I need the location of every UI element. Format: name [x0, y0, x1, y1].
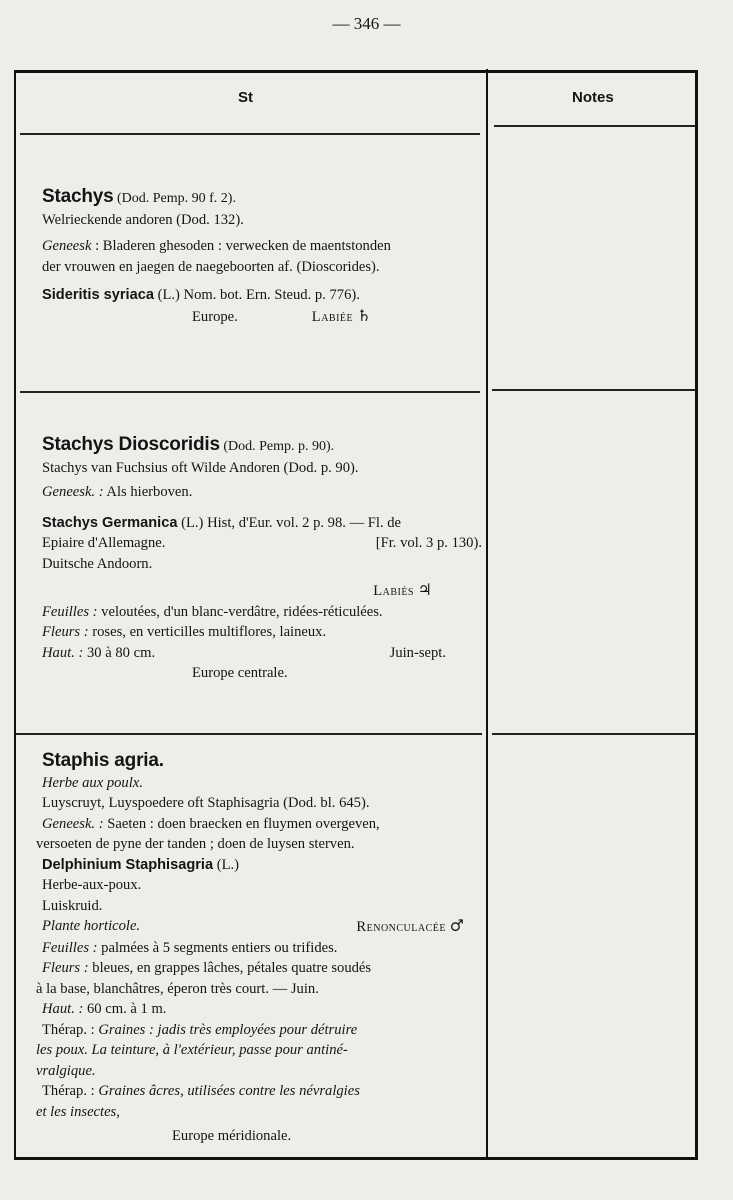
entry-line: Luyscruyt, Luyspoedere oft Staphisagria (Dod. bl. 645).: [42, 795, 370, 811]
entry-line: [42, 622, 482, 643]
entry-line: [42, 602, 482, 623]
entry-line: [42, 643, 482, 664]
entry-line: [42, 482, 482, 503]
entry-line: [42, 285, 482, 306]
entry-text: Als hierboven.: [103, 484, 193, 500]
entry-stachys-dioscoridis: [42, 435, 482, 684]
entry-line: [42, 938, 488, 959]
label-feuilles: Feuilles :: [42, 603, 98, 620]
flowering-period: Juin-sept.: [389, 644, 446, 661]
entry-text: veloutées, d'un blanc-verdâtre, ridées-réticulées.: [97, 603, 383, 620]
entry-line: [42, 958, 488, 979]
entry-title: Staphis agria.: [42, 750, 164, 771]
entry-line: versoeten de pyne der tanden ; doen de luysen sterven.: [36, 836, 355, 852]
label-fleurs: Fleurs :: [42, 624, 89, 640]
entry-text: palmées à 5 segments entiers ou trifides.: [97, 939, 338, 956]
entry-line: [42, 306, 482, 328]
entry-title-line: [42, 435, 482, 458]
header-separator-left: [20, 133, 480, 135]
page-number: — 346 —: [332, 14, 401, 33]
label-geneesk: Geneesk: [42, 238, 92, 254]
entry-separator-1-right: [492, 389, 696, 391]
column-header-notes: Notes: [572, 89, 614, 106]
entry-text: : Bladeren ghesoden : verwecken de maentstonden: [91, 238, 391, 254]
entry-line: [42, 533, 482, 554]
entry-line: à la base, blanchâtres, éperon très court. — Juin.: [36, 980, 319, 997]
entry-reference: (Dod. Pemp. 90 f. 2).: [113, 191, 236, 206]
entry-text: 30 à 80 cm.: [83, 644, 156, 661]
entry-line: der vrouwen en jaegen de naegeboorten af. (Dioscorides).: [42, 258, 380, 275]
common-name-fr: Herbe-aux-poux.: [42, 877, 142, 893]
entry-line: Stachys van Fuchsius oft Wilde Andoren (Dod. p. 90).: [42, 459, 359, 476]
label-plante-horticole: Plante horticole.: [42, 918, 141, 934]
entry-title-line: [42, 187, 482, 210]
entry-line: [42, 855, 488, 876]
entry-text: roses, en verticilles multiflores, laineux.: [88, 624, 327, 640]
region: Europe centrale.: [192, 665, 288, 681]
entry-text: Graines âcres, utilisées contre les névralgies: [94, 1083, 360, 1099]
entry-separator-1-left: [20, 391, 480, 393]
header-separator-right: [494, 125, 696, 127]
label-feuilles: Feuilles :: [42, 939, 98, 956]
mars-symbol-icon: ♂: [449, 916, 464, 935]
table-frame: [14, 70, 698, 1160]
entry-line: [42, 580, 482, 602]
family-name: Renonculacée: [356, 919, 446, 935]
entry-staphis-agria: [36, 750, 488, 1147]
entry-line: [42, 814, 488, 835]
entry-text: (L.) Hist, d'Eur. vol. 2 p. 98. — Fl. de: [177, 514, 402, 531]
entry-line: [42, 999, 488, 1020]
entry-text: Saeten : doen braecken en fluymen overgeven,: [103, 815, 380, 832]
label-haut: Haut. :: [42, 1001, 84, 1017]
entry-line: Herbe aux poulx.: [42, 774, 143, 791]
region: Europe méridionale.: [172, 1128, 292, 1144]
label-therap: Thérap. :: [42, 1021, 95, 1038]
label-therap: Thérap. :: [42, 1083, 95, 1099]
entry-line: [42, 916, 488, 938]
entry-line: vralgique.: [36, 1062, 96, 1079]
common-name-nl: Duitsche Andoorn.: [42, 555, 153, 572]
entry-line: [42, 1081, 488, 1102]
entry-text: Graines : jadis très employées pour détruire: [94, 1021, 358, 1038]
entry-title-line: [42, 751, 488, 773]
label-geneesk: Geneesk. :: [42, 484, 104, 500]
family-name: Labiée: [311, 308, 354, 325]
entry-reference: [Fr. vol. 3 p. 130).: [375, 535, 482, 551]
entry-stachys: [42, 187, 482, 327]
region: Europe.: [192, 308, 238, 325]
entry-text: bleues, en grappes lâches, pétales quatre soudés: [88, 960, 372, 976]
entry-text: (L.): [213, 856, 240, 873]
entry-reference: (Dod. Pemp. p. 90).: [219, 439, 335, 454]
label-fleurs: Fleurs :: [42, 960, 89, 976]
jupiter-symbol-icon: ♃: [417, 580, 432, 599]
scientific-name: Stachys Germanica: [42, 514, 178, 531]
label-haut: Haut. :: [42, 644, 84, 661]
entry-line: [42, 236, 482, 257]
entry-line: [42, 1020, 488, 1041]
entry-separator-2-left: [16, 733, 482, 735]
entry-title: Stachys: [42, 186, 114, 207]
entry-separator-2-right: [492, 733, 696, 735]
label-geneesk: Geneesk. :: [42, 815, 104, 832]
scientific-name: Delphinium Staphisagria: [42, 856, 214, 873]
entry-line: et les insectes,: [36, 1103, 120, 1120]
entry-text: 60 cm. à 1 m.: [83, 1001, 167, 1017]
entry-line: Welrieckende andoren (Dod. 132).: [42, 211, 244, 228]
column-header-st: St: [238, 89, 253, 106]
entry-text: (L.) Nom. bot. Ern. Steud. p. 776).: [153, 287, 360, 303]
scientific-name: Sideritis syriaca: [42, 287, 154, 303]
family-name: Labiés: [373, 583, 414, 599]
saturn-symbol-icon: ♄: [356, 305, 372, 325]
common-name-fr: Epiaire d'Allemagne.: [42, 535, 166, 551]
common-name-nl: Luiskruid.: [42, 897, 103, 914]
entry-line: [42, 513, 482, 534]
entry-line: les poux. La teinture, à l'extérieur, passe pour antiné-: [36, 1042, 348, 1058]
entry-title: Stachys Dioscoridis: [42, 434, 220, 455]
